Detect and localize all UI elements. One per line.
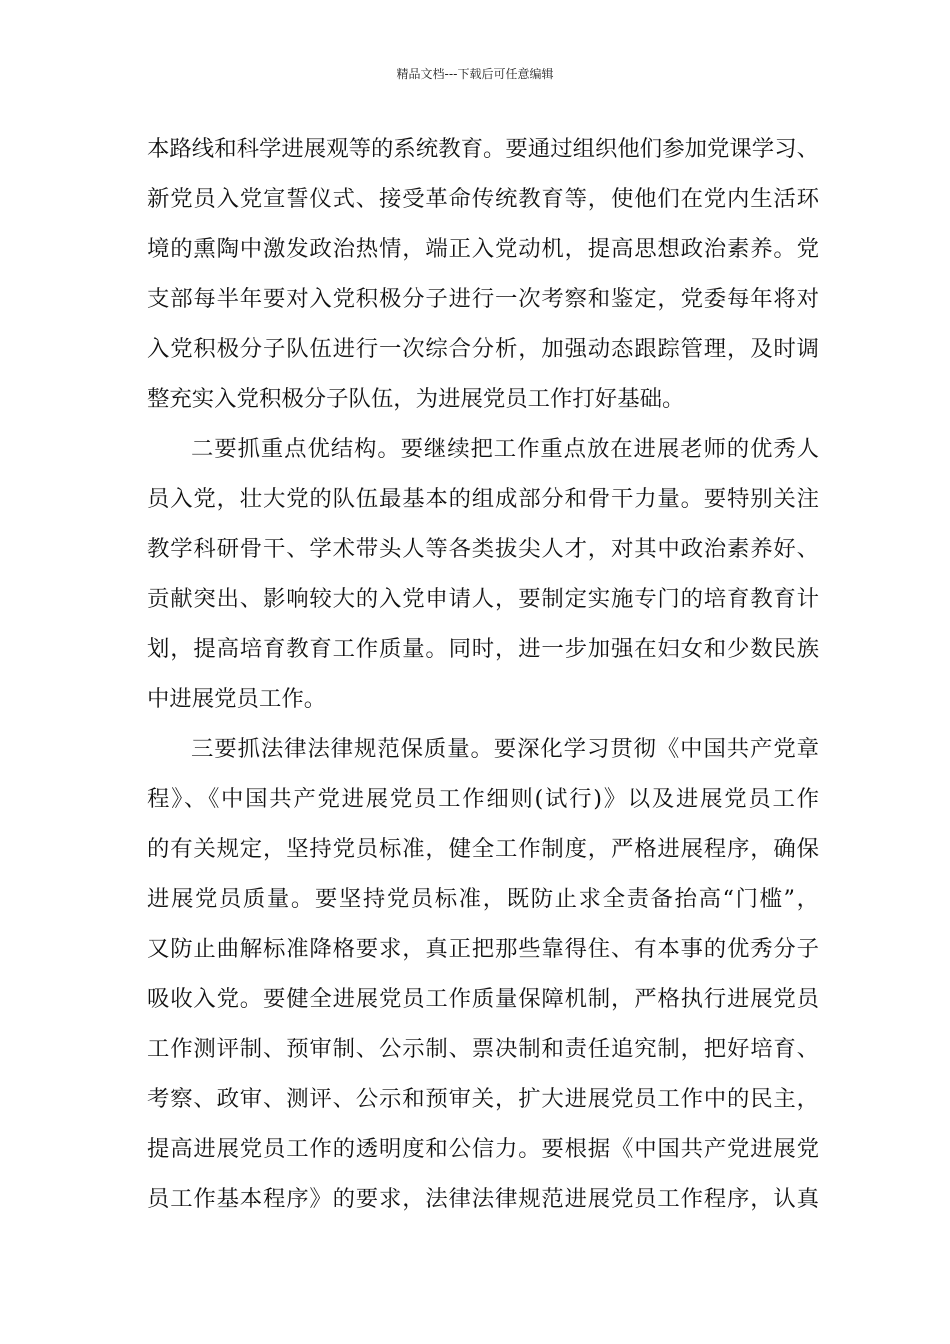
- text-line: 教学科研骨干、学术带头人等各类拔尖人才，对其中政治素养好、: [147, 536, 819, 562]
- text-line: 工作测评制、预审制、公示制、票决制和责任追究制，把好培育、: [147, 1036, 819, 1062]
- text-line: 划，提高培育教育工作质量。同时，进一步加强在妇女和少数民族: [147, 636, 819, 662]
- text-line: 程》、《中国共产党进展党员工作细则(试行)》以及进展党员工作: [147, 786, 819, 812]
- text-line: 入党积极分子队伍进行一次综合分析，加强动态跟踪管理，及时调: [147, 336, 819, 362]
- text-line: 新党员入党宣誓仪式、接受革命传统教育等，使他们在党内生活环: [147, 186, 819, 212]
- text-line: 整充实入党积极分子队伍，为进展党员工作打好基础。: [147, 386, 685, 412]
- paragraph: [147, 724, 819, 1224]
- text-line: 中进展党员工作。: [147, 686, 327, 712]
- text-line: 员入党，壮大党的队伍最基本的组成部分和骨干力量。要特别关注: [147, 486, 819, 512]
- text-line: 本路线和科学进展观等的系统教育。要通过组织他们参加党课学习、: [147, 136, 819, 162]
- text-line: 境的熏陶中激发政治热情，端正入党动机，提高思想政治素养。党: [147, 236, 819, 262]
- page-header: 精品文档---下载后可任意编辑: [396, 67, 554, 81]
- text-line: 又防止曲解标准降格要求，真正把那些靠得住、有本事的优秀分子: [147, 936, 819, 962]
- document-body: [147, 124, 819, 1224]
- text-line: 进展党员质量。要坚持党员标准，既防止求全责备抬高“门槛”，: [147, 886, 819, 912]
- text-line: 二要抓重点优结构。要继续把工作重点放在进展老师的优秀人: [191, 436, 819, 462]
- text-line: 三要抓法律法律规范保质量。要深化学习贯彻《中国共产党章: [191, 736, 819, 762]
- text-line: 吸收入党。要健全进展党员工作质量保障机制，严格执行进展党员: [147, 986, 819, 1012]
- text-line: 员工作基本程序》的要求，法律法律规范进展党员工作程序，认真: [147, 1186, 819, 1212]
- text-line: 的有关规定，坚持党员标准，健全工作制度，严格进展程序，确保: [147, 836, 819, 862]
- text-line: 提高进展党员工作的透明度和公信力。要根据《中国共产党进展党: [147, 1136, 819, 1162]
- text-line: 考察、政审、测评、公示和预审关，扩大进展党员工作中的民主，: [147, 1086, 819, 1112]
- paragraph: [147, 124, 819, 424]
- text-line: 贡献突出、影响较大的入党申请人，要制定实施专门的培育教育计: [147, 586, 819, 612]
- text-line: 支部每半年要对入党积极分子进行一次考察和鉴定，党委每年将对: [147, 286, 819, 312]
- paragraph: [147, 424, 819, 724]
